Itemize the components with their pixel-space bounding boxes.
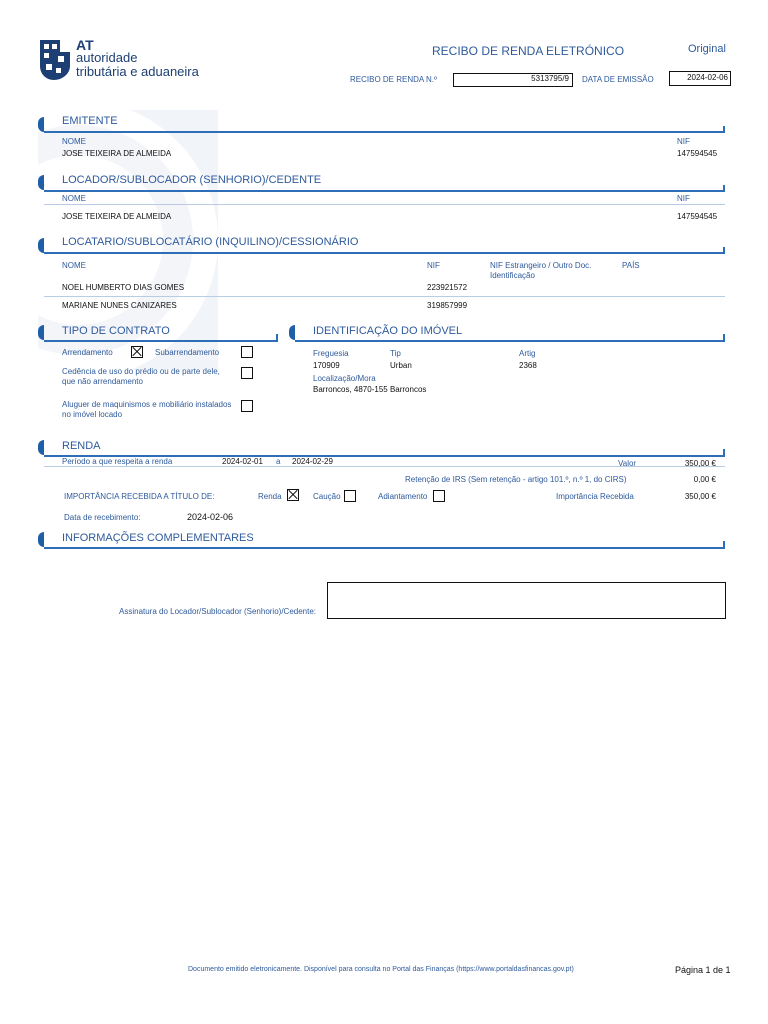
section-locatario-tick xyxy=(723,247,725,253)
section-contrato-tick xyxy=(276,334,278,340)
cedencia-label-1: Cedência de uso do prédio ou de parte dele, xyxy=(62,367,220,376)
section-emitente-cap xyxy=(38,117,44,132)
artig-label: Artig xyxy=(519,349,536,358)
data-emissao-value: 2024-02-06 xyxy=(669,71,731,86)
retencao-label: Retenção de IRS (Sem retenção - artigo 101.º, n.º 1, do CIRS) xyxy=(405,475,627,484)
section-info-title: INFORMAÇÕES COMPLEMENTARES xyxy=(62,532,254,544)
locador-divider xyxy=(44,204,725,205)
aluguer-label-2: no imóvel locado xyxy=(62,410,123,419)
artig-value: 2368 xyxy=(519,361,537,370)
recibo-number-value: 5313795/9 xyxy=(453,73,573,87)
localizacao-label: Localização/Mora xyxy=(313,374,376,383)
footer-note: Documento emitido eletronicamente. Disponível para consulta no Portal das Finanças (https://www.portaldasfinancas.gov.pt) xyxy=(188,966,574,973)
at-logo xyxy=(38,38,238,82)
caucao-checkbox[interactable] xyxy=(344,490,356,502)
freguesia-value: 170909 xyxy=(313,361,340,370)
assinatura-label: Assinatura do Locador/Sublocador (Senhorio)/Cedente: xyxy=(119,607,317,616)
arrendamento-checkbox[interactable] xyxy=(131,346,143,358)
locador-nome-label: NOME xyxy=(62,194,86,203)
renda-checkbox[interactable] xyxy=(287,489,299,501)
valor-label: Valor xyxy=(618,459,637,468)
importancia-titulo-label: IMPORTÂNCIA RECEBIDA A TÍTULO DE: xyxy=(64,492,215,501)
data-recebimento-label: Data de recebimento: xyxy=(64,513,141,522)
locador-nif-label: NIF xyxy=(677,194,690,203)
locatario-row-divider xyxy=(44,296,725,297)
locatario-pais-label: PAÍS xyxy=(622,261,640,270)
section-emitente-line xyxy=(44,131,725,133)
logo-line2: tributária e aduaneira xyxy=(76,64,199,79)
data-emissao-label: DATA DE EMISSÃO xyxy=(582,75,654,84)
emitente-nif-label: NIF xyxy=(677,137,690,146)
logo-line1: autoridade xyxy=(76,50,138,65)
freguesia-label: Freguesia xyxy=(313,349,349,358)
section-info-line xyxy=(44,547,725,549)
copy-label: Original xyxy=(688,43,726,55)
recibo-number-label: RECIBO DE RENDA N.º xyxy=(350,75,437,84)
section-locatario-cap xyxy=(38,238,44,253)
section-locatario-line xyxy=(44,252,725,254)
data-recebimento-value: 2024-02-06 xyxy=(187,512,234,522)
section-renda-cap xyxy=(38,440,44,455)
table-row-nome: NOEL HUMBERTO DIAS GOMES xyxy=(62,283,185,292)
locador-nif: 147594545 xyxy=(677,212,718,221)
locatario-nome-label: NOME xyxy=(62,261,86,270)
table-row-nome: MARIANE NUNES CANIZARES xyxy=(62,301,177,310)
logo-at-text: AT xyxy=(76,37,94,53)
table-row-nif: 319857999 xyxy=(427,301,468,310)
page-number: Página 1 de 1 xyxy=(675,965,731,975)
section-locatario-title: LOCATARIO/SUBLOCATÁRIO (INQUILINO)/CESSIONÁRIO xyxy=(62,236,359,248)
adiantamento-checkbox[interactable] xyxy=(433,490,445,502)
cedencia-checkbox[interactable] xyxy=(241,367,253,379)
caucao-label: Caução xyxy=(313,492,341,501)
section-imovel-cap xyxy=(289,325,295,340)
subarrendamento-checkbox[interactable] xyxy=(241,346,253,358)
section-emitente-title: EMITENTE xyxy=(62,115,118,127)
cedencia-label-2: que não arrendamento xyxy=(62,377,143,386)
section-renda-tick xyxy=(723,449,725,455)
section-locador-title: LOCADOR/SUBLOCADOR (SENHORIO)/CEDENTE xyxy=(62,174,322,186)
emitente-nif: 147594545 xyxy=(677,149,718,158)
section-imovel-title: IDENTIFICAÇÃO DO IMÓVEL xyxy=(313,325,463,337)
table-row-nif: 223921572 xyxy=(427,283,468,292)
at-emblem-icon xyxy=(38,38,72,82)
importancia-recebida-label: Importância Recebida xyxy=(556,492,634,501)
section-imovel-tick xyxy=(723,334,725,340)
document-title: RECIBO DE RENDA ELETRÓNICO xyxy=(432,44,625,58)
section-emitente-tick xyxy=(723,126,725,132)
periodo-a: a xyxy=(276,457,281,466)
section-renda-title: RENDA xyxy=(62,440,101,452)
arrendamento-label: Arrendamento xyxy=(62,348,113,357)
section-contrato-line xyxy=(44,340,278,342)
aluguer-label-1: Aluguer de maquinismos e mobiliário instalados xyxy=(62,400,232,409)
locatario-nif-estrangeiro-label-2: Identificação xyxy=(490,271,535,280)
importancia-recebida-value: 350,00 € xyxy=(684,492,716,501)
assinatura-box[interactable] xyxy=(327,582,726,619)
section-info-tick xyxy=(723,541,725,547)
section-contrato-cap xyxy=(38,325,44,340)
localizacao-value: Barroncos, 4870-155 Barroncos xyxy=(313,385,427,394)
periodo-label: Período a que respeita a renda xyxy=(62,457,173,466)
section-locador-line xyxy=(44,190,725,192)
adiantamento-label: Adiantamento xyxy=(378,492,428,501)
renda-option-label: Renda xyxy=(258,492,282,501)
valor-value: 350,00 € xyxy=(684,459,716,468)
tip-value: Urban xyxy=(390,361,412,370)
emitente-nome: JOSE TEIXEIRA DE ALMEIDA xyxy=(62,149,172,158)
tip-label: Tip xyxy=(390,349,401,358)
locador-nome: JOSE TEIXEIRA DE ALMEIDA xyxy=(62,212,172,221)
subarrendamento-label: Subarrendamento xyxy=(155,348,220,357)
locatario-nif-estrangeiro-label-1: NIF Estrangeiro / Outro Doc. xyxy=(490,261,592,270)
emitente-nome-label: NOME xyxy=(62,137,86,146)
periodo-inicio: 2024-02-01 xyxy=(222,457,263,466)
section-locador-tick xyxy=(723,185,725,191)
aluguer-checkbox[interactable] xyxy=(241,400,253,412)
section-contrato-title: TIPO DE CONTRATO xyxy=(62,325,170,337)
periodo-fim: 2024-02-29 xyxy=(292,457,333,466)
section-info-cap xyxy=(38,532,44,547)
section-locador-cap xyxy=(38,175,44,190)
locatario-nif-label: NIF xyxy=(427,261,440,270)
section-imovel-line xyxy=(295,340,725,342)
retencao-value: 0,00 € xyxy=(693,475,716,484)
